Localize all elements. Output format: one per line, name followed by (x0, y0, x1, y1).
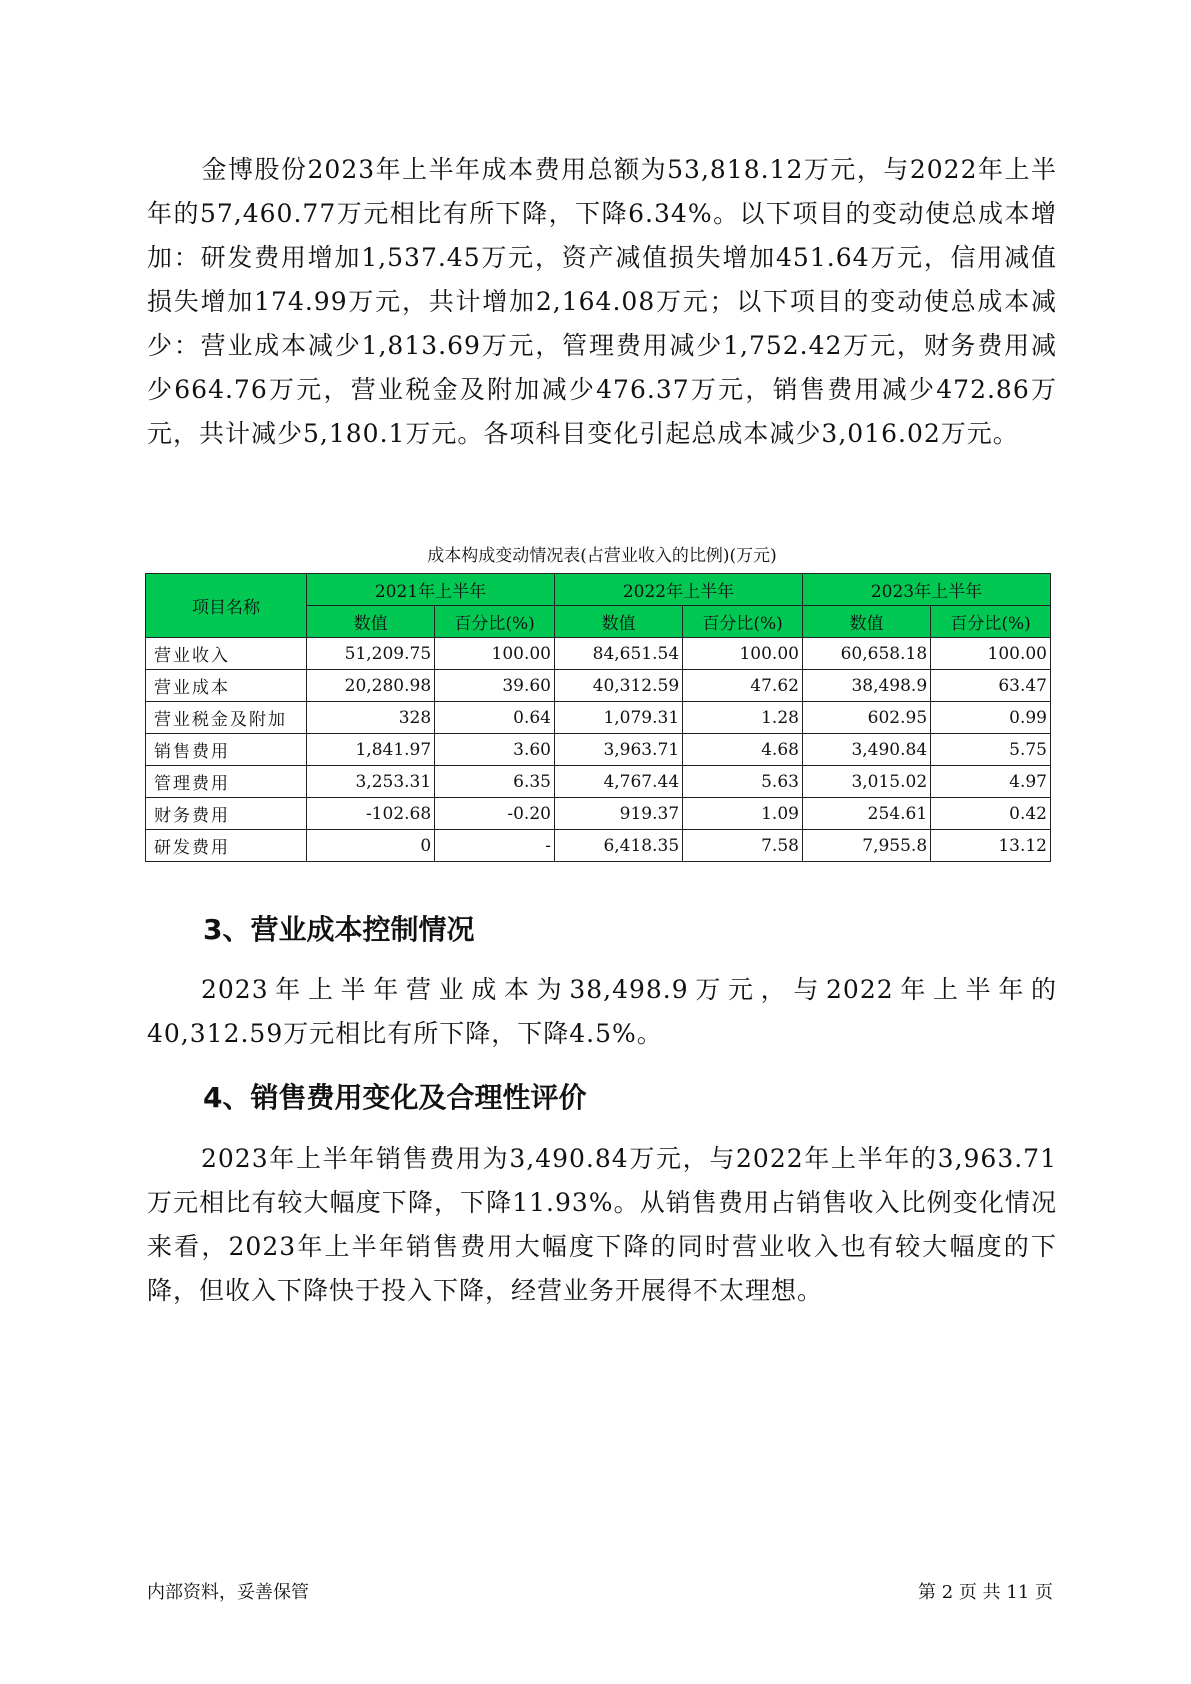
cell-value: 1,079.31 (554, 702, 682, 734)
cell-value: 40,312.59 (554, 670, 682, 702)
sales-expense-paragraph (147, 1137, 1057, 1313)
cell-value: 7,955.8 (802, 830, 930, 862)
cell-value: 919.37 (554, 798, 682, 830)
percent-header: 百分比(%) (683, 606, 803, 638)
cell-value: 3,015.02 (802, 766, 930, 798)
cell-percent: 5.63 (683, 766, 803, 798)
cell-value: 0 (307, 830, 435, 862)
cell-percent: 39.60 (435, 670, 555, 702)
cell-value: 84,651.54 (554, 638, 682, 670)
cell-percent: 7.58 (683, 830, 803, 862)
section-heading-3: 3、营业成本控制情况 (203, 913, 475, 946)
cell-percent: 13.12 (931, 830, 1051, 862)
cell-percent: - (435, 830, 555, 862)
cell-percent: 47.62 (683, 670, 803, 702)
cell-percent: 3.60 (435, 734, 555, 766)
cost-summary-paragraph (147, 148, 1057, 456)
item-name-header: 项目名称 (146, 574, 307, 638)
operating-cost-paragraph (147, 968, 1057, 1056)
value-header: 数值 (307, 606, 435, 638)
table-row (146, 830, 1051, 862)
cell-percent: 100.00 (435, 638, 555, 670)
table-row (146, 638, 1051, 670)
cell-percent: 5.75 (931, 734, 1051, 766)
cell-percent: 0.99 (931, 702, 1051, 734)
cell-value: -102.68 (307, 798, 435, 830)
operating-cost-text: 2023年上半年营业成本为38,498.9万元，与2022年上半年的40,312.59万元相比有所下降，下降4.5%。 (147, 975, 1057, 1048)
row-label: 营业成本 (146, 670, 307, 702)
sales-expense-text: 2023年上半年销售费用为3,490.84万元，与2022年上半年的3,963.71万元相比有较大幅度下降，下降11.93%。从销售费用占销售收入比例变化情况来看，2023年上半年销售费用大幅度下降的同时营业收入也有较大幅度的下降，但收入下降快于投入下降，经营业务开展得不太理想。 (147, 1144, 1057, 1305)
cell-value: 38,498.9 (802, 670, 930, 702)
cell-percent: 100.00 (683, 638, 803, 670)
cost-structure-table (145, 573, 1051, 862)
cell-percent: 1.09 (683, 798, 803, 830)
cell-value: 3,490.84 (802, 734, 930, 766)
table-row (146, 798, 1051, 830)
cell-value: 3,253.31 (307, 766, 435, 798)
row-label: 销售费用 (146, 734, 307, 766)
table-row (146, 734, 1051, 766)
cell-percent: 0.42 (931, 798, 1051, 830)
cell-value: 60,658.18 (802, 638, 930, 670)
row-label: 营业税金及附加 (146, 702, 307, 734)
year-2022-header: 2022年上半年 (554, 574, 802, 606)
cell-value: 6,418.35 (554, 830, 682, 862)
footer-page-number: 第 2 页 共 11 页 (918, 1582, 1053, 1603)
cell-value: 602.95 (802, 702, 930, 734)
percent-header: 百分比(%) (931, 606, 1051, 638)
cell-percent: 4.97 (931, 766, 1051, 798)
cell-value: 20,280.98 (307, 670, 435, 702)
year-2023-header: 2023年上半年 (802, 574, 1050, 606)
table-row (146, 702, 1051, 734)
cell-percent: 1.28 (683, 702, 803, 734)
cost-summary-text: 金博股份2023年上半年成本费用总额为53,818.12万元，与2022年上半年的57,460.77万元相比有所下降，下降6.34%。以下项目的变动使总成本增加：研发费用增加1,537.45万元，资产减值损失增加451.64万元，信用减值损失增加174.99万元，共计增加2,164.08万元；以下项目的变动使总成本减少：营业成本减少1,813.69万元，管理费用减少1,752.42万元，财务费用减少664.76万元，营业税金及附加减少476.37万元，销售费用减少472.86万元，共计减少5,180.1万元。各项科目变化引起总成本减少3,016.02万元。 (147, 155, 1057, 448)
cell-value: 4,767.44 (554, 766, 682, 798)
row-label: 管理费用 (146, 766, 307, 798)
cell-value: 254.61 (802, 798, 930, 830)
section-heading-4: 4、销售费用变化及合理性评价 (203, 1081, 587, 1114)
cell-value: 3,963.71 (554, 734, 682, 766)
row-label: 营业收入 (146, 638, 307, 670)
percent-header: 百分比(%) (435, 606, 555, 638)
cell-value: 51,209.75 (307, 638, 435, 670)
cell-percent: 63.47 (931, 670, 1051, 702)
value-header: 数值 (554, 606, 682, 638)
value-header: 数值 (802, 606, 930, 638)
cell-percent: -0.20 (435, 798, 555, 830)
cell-percent: 6.35 (435, 766, 555, 798)
table-row (146, 766, 1051, 798)
cell-percent: 4.68 (683, 734, 803, 766)
table-row (146, 670, 1051, 702)
row-label: 研发费用 (146, 830, 307, 862)
cell-value: 1,841.97 (307, 734, 435, 766)
footer-confidential-note: 内部资料，妥善保管 (147, 1582, 309, 1603)
row-label: 财务费用 (146, 798, 307, 830)
cell-value: 328 (307, 702, 435, 734)
table-caption: 成本构成变动情况表(占营业收入的比例)(万元) (427, 546, 777, 566)
cell-percent: 0.64 (435, 702, 555, 734)
cell-percent: 100.00 (931, 638, 1051, 670)
year-2021-header: 2021年上半年 (307, 574, 555, 606)
